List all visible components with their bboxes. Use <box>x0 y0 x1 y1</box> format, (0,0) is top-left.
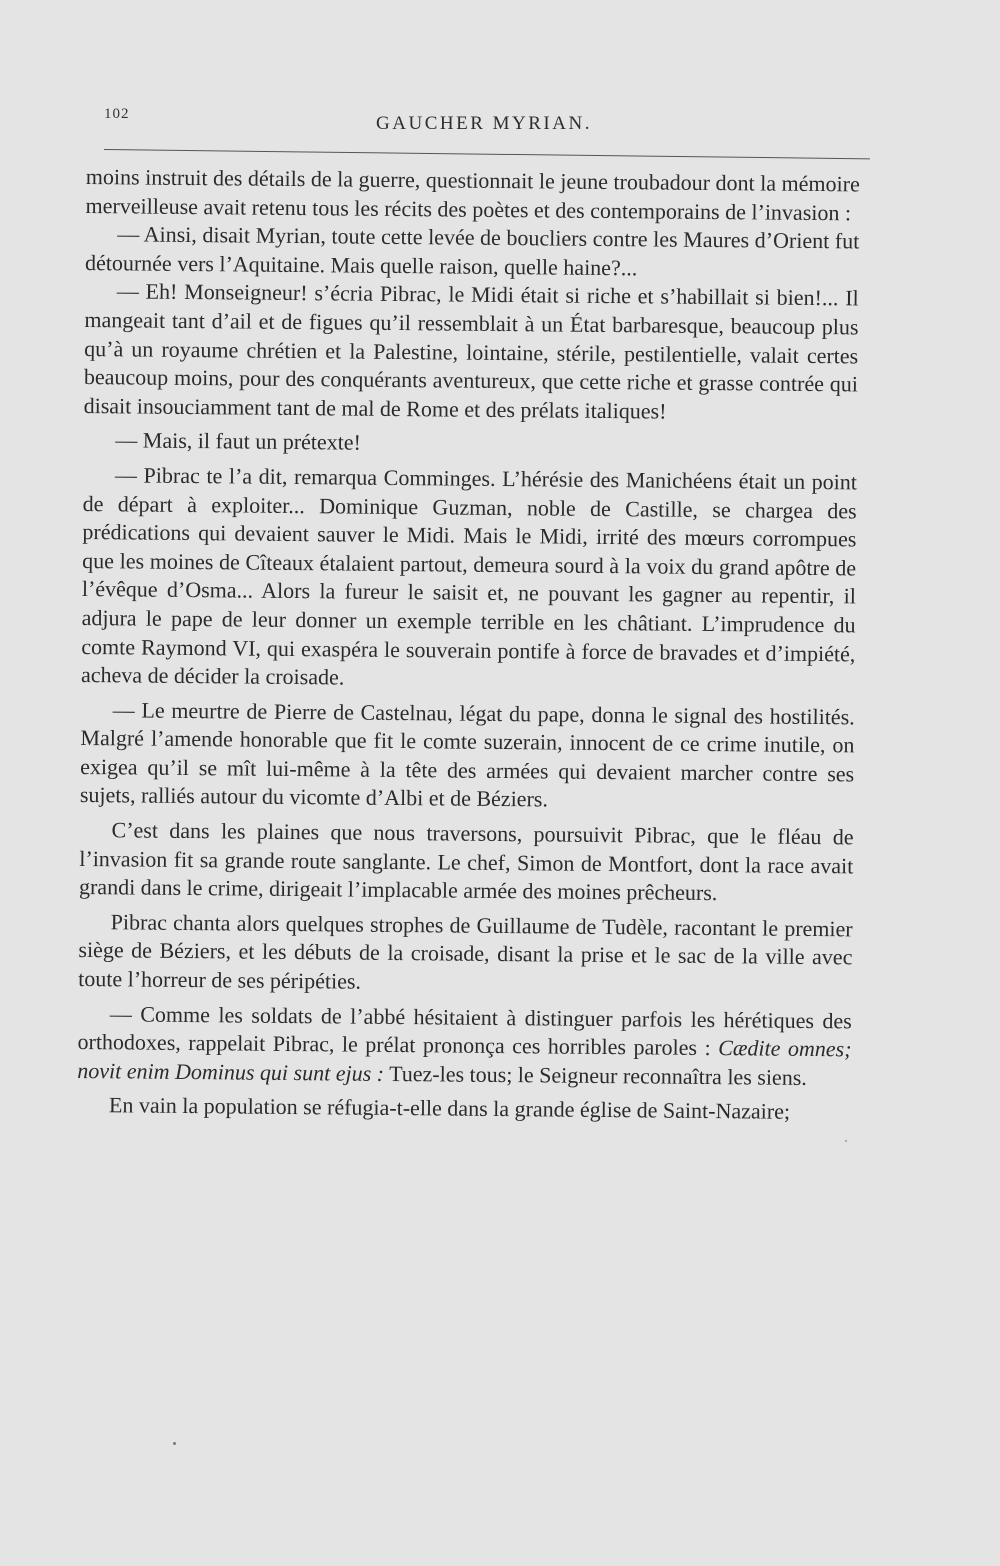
paragraph: — Mais, il faut un prétexte! <box>115 427 362 455</box>
paper-speck <box>845 1140 847 1142</box>
paragraph-text: — Comme les soldats de l’abbé hésitaient à distinguer parfois les hérétiques des orthodoxes, rappelait Pibrac, le prélat prononça ces horribles paroles : <box>77 1000 852 1061</box>
paper-speck <box>173 1442 176 1445</box>
page-number: 102 <box>104 106 130 122</box>
body-text <box>77 163 860 1127</box>
paragraph: — Pibrac te l’a dit, remarqua Comminges. L’hérésie des Manichéens était un point de départ à exploiter... Dominique Guzman, noble de Castille, se chargea des prédications qui devaient sauver le Midi. Mais le Midi, irrité des mœurs corrompues que les moines de Cîteaux étalaient partout, demeura sourd à la voix du grand apôtre de l’évêque d’Osma... Alors la fureur le saisit et, ne pouvant les gagner au repentir, il adjura le pape de leur donner un exemple terrible en les châtiant. L’imprudence du comte Raymond VI, qui exaspéra le souverain pontife à force de bravades et d’impiété, acheva de décider la croisade. <box>80 462 858 690</box>
paragraph: moins instruit des détails de la guerre, questionnait le jeune troubadour dont la mémoire merveilleuse avait retenu tous les récits des poètes et des contemporains de l’invasion : <box>85 163 860 225</box>
paragraph: C’est dans les plaines que nous traversons, poursuivit Pibrac, que le fléau de l’invasion fit sa grande route sanglante. Le chef, Simon de Montfort, dont la race avait grandi dans le crime, dirigeait l’implacable armée des moines prêcheurs. <box>78 817 854 906</box>
paragraph: — Ainsi, disait Myrian, toute cette levée de boucliers contre les Maures d’Orient fut détournée vers l’Aquitaine. Mais quelle raison, quelle haine?... <box>84 221 860 281</box>
paragraph: — Le meurtre de Pierre de Castelnau, légat du pape, donna le signal des hostilités. Malgré l’amende honorable que fit le comte suzerain, innocent de ce crime inutile, on exigea qu’il se mît lui-même à la tête des armées qui devaient marcher contre ses sujets, ralliés autour du vicomte d’Albi et de Béziers. <box>79 696 855 812</box>
paragraph: En vain la population se réfugia-t-elle dans la grande église de Saint-Nazaire; <box>108 1092 791 1125</box>
paragraph-with-latin-quote <box>77 1000 852 1093</box>
paragraph: — Eh! Monseigneur! s’écria Pibrac, le Midi était si riche et s’habillait si bien!... Il mangeait tant d’ail et de figues qu’il ressemblait à un État barbaresque, beaucoup plus qu’à un royaume chrétien et la Palestine, lointaine, stérile, pestilentielle, valait certes beaucoup moins, pour des conquérants aventureux, que cette riche et grasse contrée qui disait insouciamment tant de mal de Rome et des prélats italiques! <box>83 278 859 424</box>
header-rule <box>104 149 870 159</box>
running-title: GAUCHER MYRIAN. <box>376 113 592 134</box>
paragraph-text: Tuez-les tous; le Seigneur reconnaîtra les siens. <box>383 1060 807 1090</box>
latin-quote: Cædite omnes; novit enim Dominus qui sunt ejus : <box>77 1035 852 1086</box>
paragraph: Pibrac chanta alors quelques strophes de Guillaume de Tudèle, racontant le premier siège de Béziers, et les débuts de la croisade, disant la prise et le sac de la ville avec toute l’horreur de ses péripéties. <box>78 909 853 994</box>
page-header <box>104 104 864 134</box>
